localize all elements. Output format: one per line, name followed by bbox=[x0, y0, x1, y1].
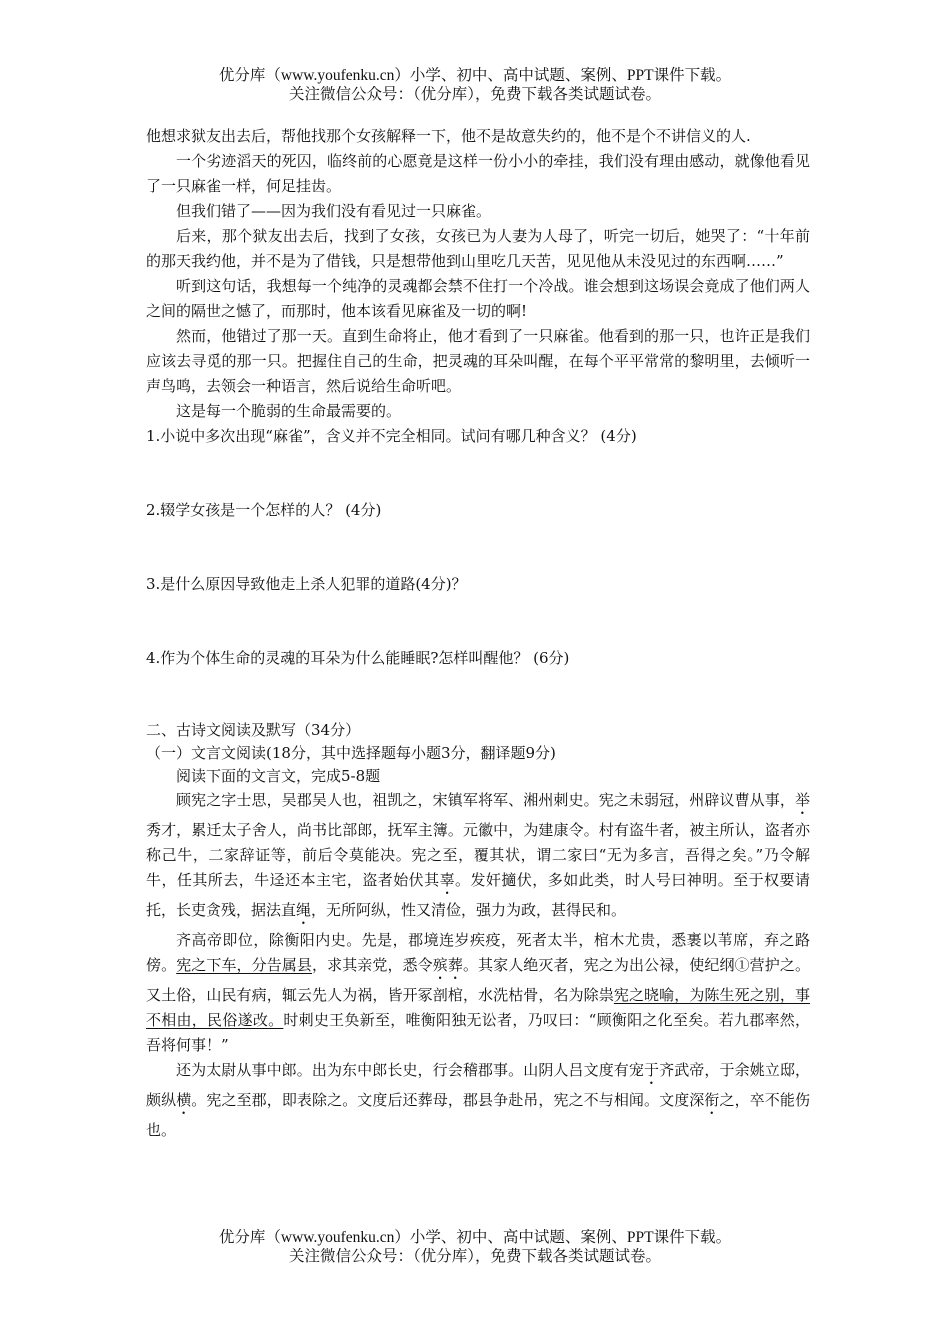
page-footer bbox=[0, 1228, 950, 1266]
cp3-dotted-heng: 横 bbox=[176, 1091, 192, 1109]
classical-paragraph-2 bbox=[146, 928, 810, 1058]
cp2-text-3: 。其家人绝灭者，宪之为出公禄，使纪纲①营护之。又土俗，山民有病，辄云先人为祸，皆开冢剖棺，水洗枯骨，名为除祟 bbox=[146, 956, 810, 1004]
cp3-dotted-xian: 衔 bbox=[704, 1091, 720, 1109]
classical-paragraph-1 bbox=[146, 788, 810, 928]
page-header bbox=[0, 66, 950, 104]
cp2-dotted-binzang: 殡葬 bbox=[432, 956, 463, 974]
question-2: 2.辍学女孩是一个怎样的人？ (4分) bbox=[146, 501, 382, 519]
cp1-dotted-gu: 辜 bbox=[439, 871, 456, 889]
question-4: 4.作为个体生命的灵魂的耳朵为什么能睡眠?怎样叫醒他？ (6分) bbox=[146, 649, 570, 667]
cp2-text-1: 齐高帝即位，除衡阳内史。先是，郡境连岁疾疫，死者太半，棺木尤贵，悉裹以苇席，弃之路傍。 bbox=[146, 931, 810, 974]
question-1: 1.小说中多次出现“麻雀”，含义并不完全相同。试问有哪几种含义？ (4分) bbox=[146, 427, 637, 445]
cp3-text-2: 齐武帝，于余姚立邸，颇纵 bbox=[146, 1061, 810, 1109]
answer-space-3 bbox=[146, 597, 810, 646]
document-body bbox=[146, 124, 810, 1143]
classical-paragraph-3 bbox=[146, 1058, 810, 1143]
cp1-dotted-sheng: 绳 bbox=[296, 901, 312, 919]
cp3-text-3: 。宪之至郡，即表除之。文度后还葬母，郡县争赴吊，宪之不与相闻。文度深 bbox=[191, 1091, 705, 1109]
header-line-1: 优分库（www.youfenku.cn）小学、初中、高中试题、案例、PPT课件下载。 bbox=[218, 67, 732, 84]
cp1-dotted-ju: 举 bbox=[794, 791, 810, 809]
story-paragraph-7: 这是每一个脆弱的生命最需要的。 bbox=[176, 402, 402, 420]
header-line-2: 关注微信公众号：（优分库），免费下载各类试题试卷。 bbox=[288, 86, 661, 103]
cp1-text-1: 顾宪之字士思，吴郡吴人也，祖凯之，宋镇军将军、湘州刺史。宪之未弱冠，州辟议曹从事， bbox=[176, 791, 795, 809]
section-title: 二、古诗文阅读及默写（34分） bbox=[146, 721, 361, 739]
cp2-text-4: 时刺史王奂新至，唯衡阳独无讼者，乃叹曰：“顾衡阳之化至矣。若九郡率然，吾将何事！” bbox=[146, 1011, 810, 1054]
cp2-underlined-sentence-2: 宪之晓喻，为陈生死之别，事不相由，民俗遂改。 bbox=[146, 986, 810, 1029]
story-paragraph-1: 他想求狱友出去后，帮他找那个女孩解释一下，他不是故意失约的，他不是个不讲信义的人. bbox=[146, 127, 751, 145]
cp2-text-2: ，求其亲党，悉令 bbox=[312, 956, 433, 974]
story-paragraph-5: 听到这句话，我想每一个纯净的灵魂都会禁不住打一个冷战。谁会想到这场误会竟成了他们两人之间的隔世之憾了，而那时，他本该看见麻雀及一切的啊! bbox=[146, 277, 810, 320]
story-paragraph-4: 后来，那个狱友出去后，找到了女孩，女孩已为人妻为人母了，听完一切后，她哭了：“十年前的那天我约他，并不是为了借钱，只是想带他到山里吃几天苦，见见他从未没见过的东西啊……” bbox=[146, 227, 810, 270]
answer-space-1 bbox=[146, 449, 810, 498]
story-paragraph-6: 然而，他错过了那一天。直到生命将止，他才看到了一只麻雀。他看到的那一只，也许正是我们应该去寻觅的那一只。把握住自己的生命，把灵魂的耳朵叫醒，在每个平平常常的黎明里，去倾听一声鸟鸣，去领会一种语言，然后说给生命听吧。 bbox=[146, 327, 810, 395]
footer-line-1: 优分库（www.youfenku.cn）小学、初中、高中试题、案例、PPT课件下载。 bbox=[218, 1229, 732, 1246]
story-paragraph-2: 一个劣迹滔天的死囚，临终前的心愿竟是这样一份小小的牵挂，我们没有理由感动，就像他看见了一只麻雀一样，何足挂齿。 bbox=[146, 152, 810, 195]
answer-space-4 bbox=[146, 671, 810, 719]
subsection-title: （一）文言文阅读(18分，其中选择题每小题3分，翻译题9分) bbox=[146, 744, 556, 762]
footer-line-2: 关注微信公众号：（优分库），免费下载各类试题试卷。 bbox=[288, 1248, 661, 1265]
cp2-underlined-sentence-1: 宪之下车，分告属县 bbox=[176, 956, 313, 974]
story-paragraph-3: 但我们错了——因为我们没有看见过一只麻雀。 bbox=[176, 202, 492, 220]
cp1-text-3: 。发奸擿伏，多如此类，时人号曰神明。至于权要请托，长吏贪残，据法直 bbox=[146, 871, 810, 919]
question-3: 3.是什么原因导致他走上杀人犯罪的道路(4分)？ bbox=[146, 575, 467, 593]
cp3-text-1: 还为太尉从事中郎。出为东中郎长史，行会稽郡事。山阴人吕文度有宠 bbox=[176, 1061, 644, 1079]
instruction: 阅读下面的文言文，完成5-8题 bbox=[176, 767, 381, 785]
answer-space-2 bbox=[146, 523, 810, 572]
cp1-text-4: ，无所阿纵，性又清俭，强力为政，甚得民和。 bbox=[311, 901, 627, 919]
cp3-dotted-yu: 于 bbox=[644, 1061, 660, 1079]
cp3-text-4: 之，卒不能伤也。 bbox=[146, 1091, 810, 1139]
cp1-text-2: 秀才，累迁太子舍人，尚书比部郎，抚军主簿。元徽中，为建康令。村有盗牛者，被主所认，盗者亦称己牛，二家辞证等，前后令莫能决。宪之至，覆其状，谓二家曰“无为多言，吾得之矣。”乃令解牛，任其所去，牛迳还本主宅，盗者始伏其 bbox=[146, 821, 810, 889]
